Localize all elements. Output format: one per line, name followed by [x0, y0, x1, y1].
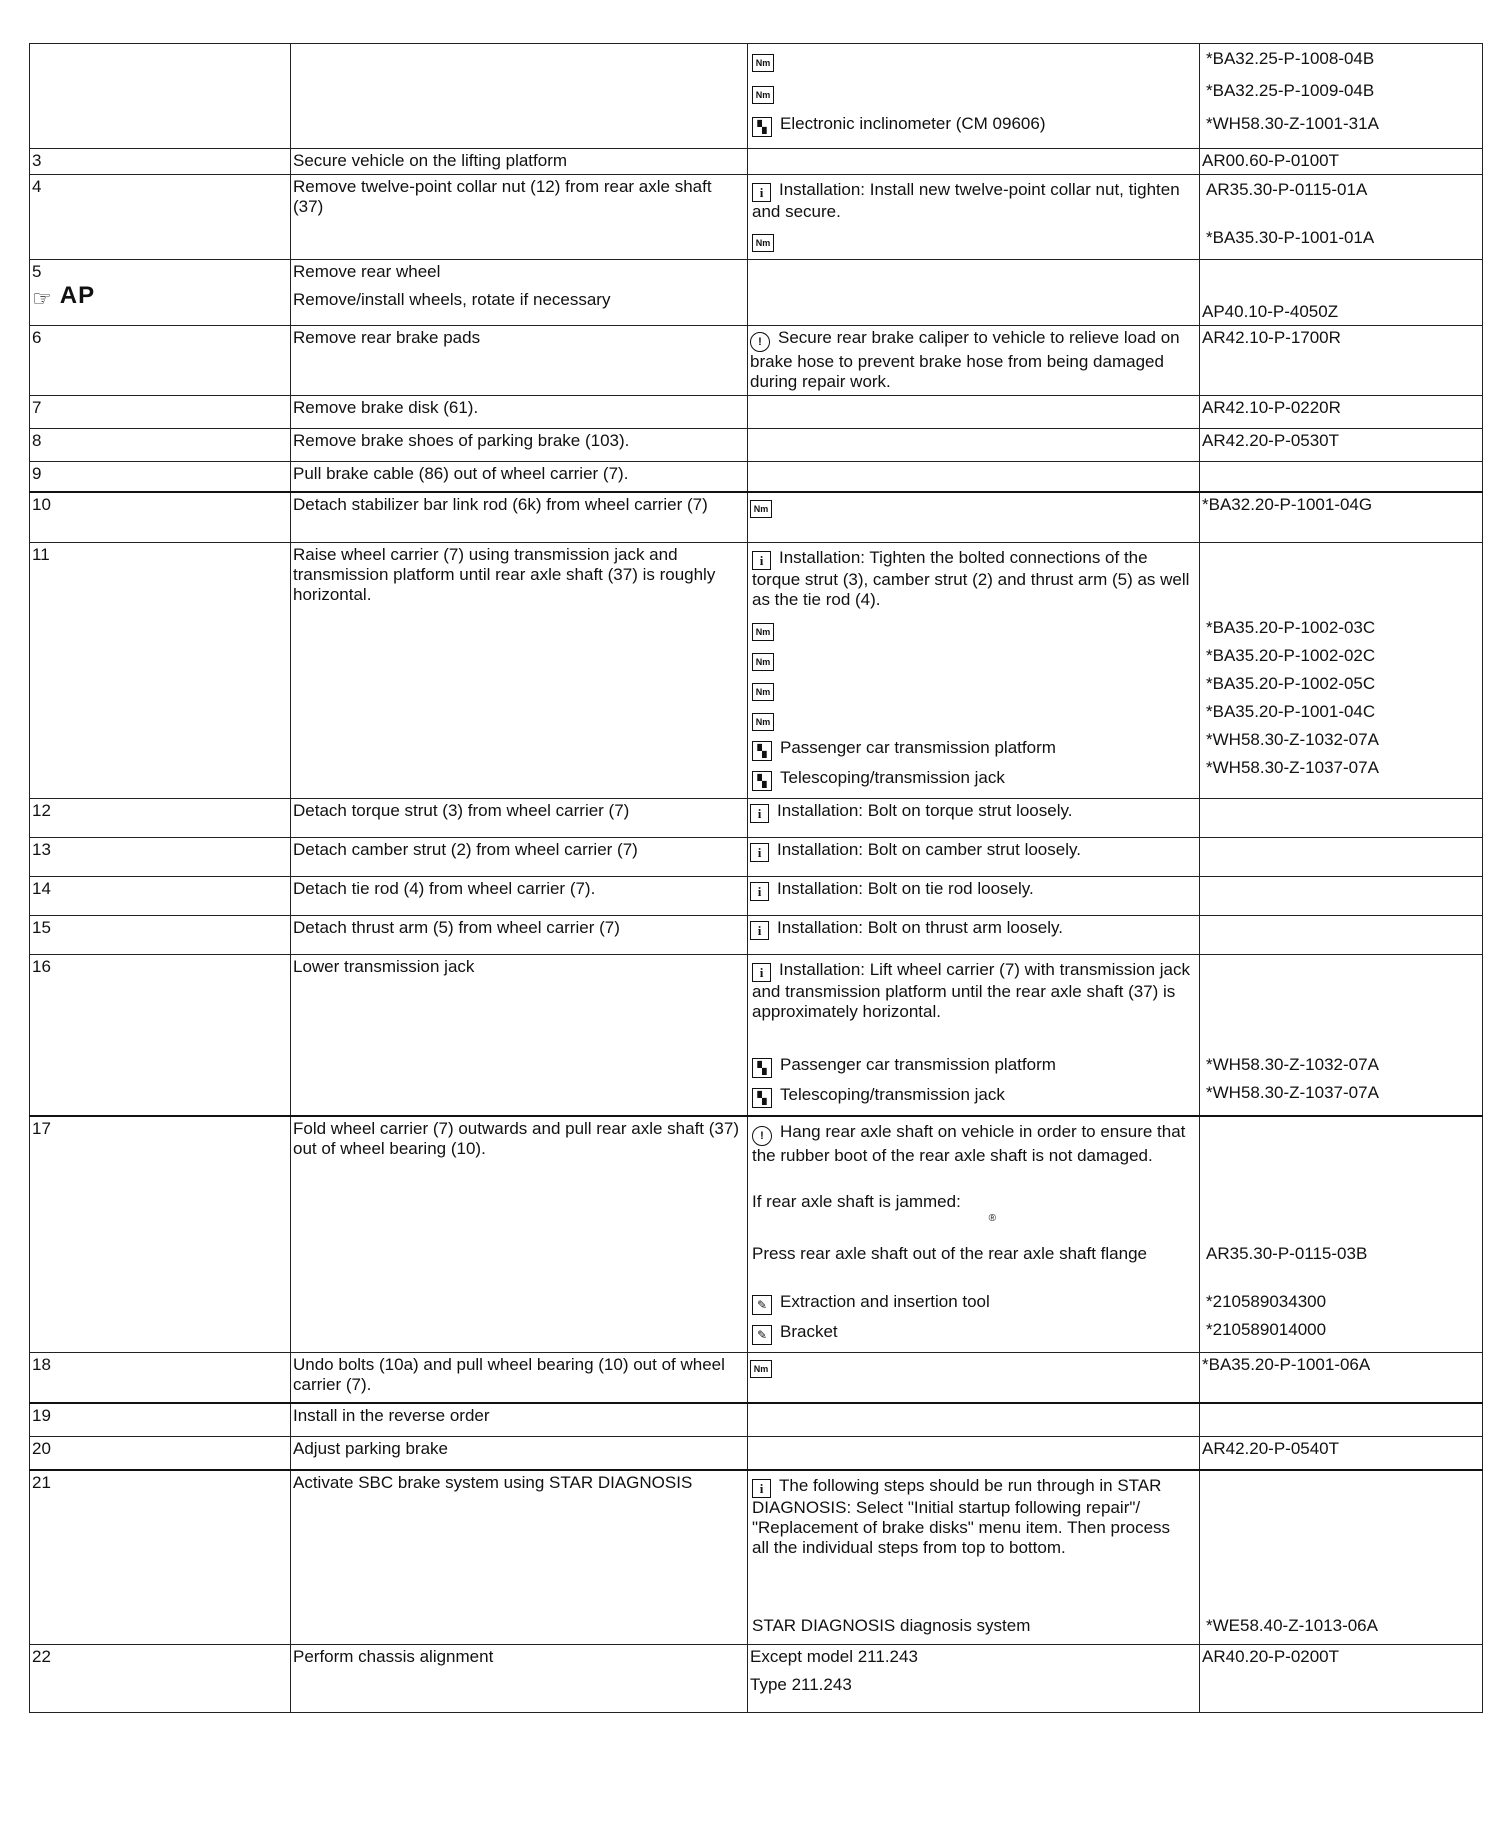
info-icon: i	[752, 551, 771, 570]
reference-code: *WH58.30-Z-1001-31A	[1206, 114, 1379, 133]
step-description: Remove twelve-point collar nut (12) from rear axle shaft (37)	[291, 175, 748, 260]
table-row	[30, 175, 1483, 260]
step-number: 22	[30, 1645, 291, 1713]
tool-label: Passenger car transmission platform	[780, 1055, 1056, 1074]
step-description: Activate SBC brake system using STAR DIAGNOSIS	[291, 1470, 748, 1645]
info-icon: i	[752, 183, 771, 202]
step-number: 20	[30, 1437, 291, 1471]
torque-icon: Nm	[750, 1360, 772, 1378]
step-description: Adjust parking brake	[291, 1437, 748, 1471]
tool-label: Bracket	[780, 1322, 838, 1341]
info-icon: i	[752, 963, 771, 982]
step-number: 5	[32, 262, 42, 281]
step-description: Remove rear wheel	[293, 262, 441, 281]
step-number: 21	[30, 1470, 291, 1645]
step-number: 14	[30, 877, 291, 916]
table-row	[30, 955, 1483, 1117]
step-description: Detach camber strut (2) from wheel carrier (7)	[291, 838, 748, 877]
torque-icon: Nm	[752, 623, 774, 641]
tool-label: Passenger car transmission platform	[780, 738, 1056, 757]
reference-code: *BA32.20-P-1001-04G	[1200, 492, 1483, 543]
step-description: Detach torque strut (3) from wheel carrier (7)	[291, 799, 748, 838]
reference-code: AR35.30-P-0115-03B	[1206, 1244, 1368, 1263]
reference-code: *BA35.20-P-1001-04C	[1206, 702, 1376, 721]
reference-code: *WH58.30-Z-1032-07A	[1206, 1055, 1379, 1074]
special-tool-icon: ✎	[752, 1295, 772, 1315]
installation-note: Installation: Tighten the bolted connections of the torque strut (3), camber strut (2) and thrust arm (5) as well as the tie rod (4).	[752, 548, 1190, 609]
tool-label: Extraction and insertion tool	[780, 1292, 990, 1311]
step-description: Remove rear brake pads	[291, 326, 748, 396]
table-row	[30, 838, 1483, 877]
table-row	[30, 429, 1483, 462]
reference-code: AR42.20-P-0530T	[1200, 429, 1483, 462]
ap-marker: AP	[59, 282, 96, 309]
info-icon: i	[750, 804, 769, 823]
step-number: 6	[30, 326, 291, 396]
reference-code: *WH58.30-Z-1037-07A	[1206, 1083, 1379, 1102]
torque-icon: Nm	[750, 500, 772, 518]
step-description: Detach stabilizer bar link rod (6k) from wheel carrier (7)	[291, 492, 748, 543]
step-description: Fold wheel carrier (7) outwards and pull rear axle shaft (37) out of wheel bearing (10).	[291, 1116, 748, 1353]
tool-icon: ▚	[752, 1058, 772, 1078]
reference-code: AR00.60-P-0100T	[1200, 149, 1483, 175]
installation-note: Installation: Bolt on torque strut loosely.	[777, 801, 1073, 820]
reference-code: AR42.20-P-0540T	[1200, 1437, 1483, 1471]
info-icon: i	[750, 843, 769, 862]
table-row	[30, 1437, 1483, 1471]
step-number: 18	[30, 1353, 291, 1404]
reference-code: *WE58.40-Z-1013-06A	[1206, 1616, 1378, 1635]
tool-label: Telescoping/transmission jack	[780, 1085, 1005, 1104]
note-text: Type 211.243	[750, 1675, 852, 1694]
step-number: 8	[30, 429, 291, 462]
note-text: Hang rear axle shaft on vehicle in order to ensure that the rubber boot of the rear axle shaft is not damaged.	[752, 1122, 1186, 1165]
tool-label: Electronic inclinometer (CM 09606)	[780, 114, 1046, 133]
reference-code: *BA35.20-P-1002-03C	[1206, 618, 1376, 637]
tool-label: Telescoping/transmission jack	[780, 768, 1005, 787]
table-row	[30, 1353, 1483, 1404]
table-row	[30, 916, 1483, 955]
reference-code: AR42.10-P-1700R	[1200, 326, 1483, 396]
table-row	[30, 1403, 1483, 1437]
table-row	[30, 260, 1483, 326]
step-number: 13	[30, 838, 291, 877]
torque-icon: Nm	[752, 234, 774, 252]
reference-code: AR42.10-P-0220R	[1200, 396, 1483, 429]
step-description: Secure vehicle on the lifting platform	[291, 149, 748, 175]
step-number: 7	[30, 396, 291, 429]
step-description: Detach tie rod (4) from wheel carrier (7).	[291, 877, 748, 916]
registered-mark: ®	[988, 1213, 996, 1224]
table-row	[30, 1645, 1483, 1713]
step-description: Pull brake cable (86) out of wheel carrier (7).	[291, 462, 748, 493]
table-row	[30, 543, 1483, 799]
step-description: Remove brake shoes of parking brake (103).	[291, 429, 748, 462]
table-row	[30, 326, 1483, 396]
installation-note: Installation: Lift wheel carrier (7) with transmission jack and transmission platform until the rear axle shaft (37) is approximately horizontal.	[752, 960, 1190, 1021]
step-number: 15	[30, 916, 291, 955]
reference-code: *WH58.30-Z-1032-07A	[1206, 730, 1379, 749]
note-text: The following steps should be run through in STAR DIAGNOSIS: Select "Initial startup following repair"/ "Replacement of brake disks" menu item. Then process all the individual steps from top to bottom.	[752, 1476, 1171, 1557]
info-icon: i	[752, 1479, 771, 1498]
info-icon: i	[750, 882, 769, 901]
step-number: 10	[30, 492, 291, 543]
table-row	[30, 149, 1483, 175]
reference-code: *BA35.20-P-1002-02C	[1206, 646, 1376, 665]
torque-icon: Nm	[752, 54, 774, 72]
procedure-table	[29, 43, 1483, 1713]
table-row	[30, 396, 1483, 429]
reference-code: *210589034300	[1206, 1292, 1327, 1311]
tool-icon: ▚	[752, 741, 772, 761]
step-description: Perform chassis alignment	[291, 1645, 748, 1713]
special-tool-icon: ✎	[752, 1325, 772, 1345]
note-text: STAR DIAGNOSIS diagnosis system	[752, 1616, 1031, 1635]
note-text: If rear axle shaft is jammed:	[752, 1192, 961, 1211]
torque-icon: Nm	[752, 653, 774, 671]
step-description: Remove brake disk (61).	[291, 396, 748, 429]
info-icon: i	[750, 921, 769, 940]
note-text: Secure rear brake caliper to vehicle to relieve load on brake hose to prevent brake hose from being damaged during repair work.	[750, 328, 1180, 391]
reference-code: *210589014000	[1206, 1320, 1327, 1339]
step-number: 9	[30, 462, 291, 493]
torque-icon: Nm	[752, 86, 774, 104]
reference-code: *BA35.20-P-1001-06A	[1200, 1353, 1483, 1404]
warning-icon: !	[750, 332, 770, 352]
table-row	[30, 1470, 1483, 1645]
reference-code: *BA32.25-P-1009-04B	[1206, 81, 1375, 100]
step-number: 4	[30, 175, 291, 260]
tool-icon: ▚	[752, 117, 772, 137]
tool-icon: ▚	[752, 1088, 772, 1108]
table-row	[30, 877, 1483, 916]
step-number: 17	[30, 1116, 291, 1353]
torque-icon: Nm	[752, 713, 774, 731]
reference-code: AR35.30-P-0115-01A	[1206, 180, 1368, 199]
reference-code: *WH58.30-Z-1037-07A	[1206, 758, 1379, 777]
tool-icon: ▚	[752, 771, 772, 791]
table-row	[30, 799, 1483, 838]
installation-note: Installation: Bolt on tie rod loosely.	[777, 879, 1034, 898]
table-row	[30, 492, 1483, 543]
step-description: Remove/install wheels, rotate if necessary	[293, 290, 611, 309]
table-row	[30, 44, 1483, 149]
installation-note: Installation: Bolt on camber strut loosely.	[777, 840, 1081, 859]
step-number: 19	[30, 1403, 291, 1437]
step-description: Install in the reverse order	[291, 1403, 748, 1437]
pointing-hand-icon: ☞	[32, 286, 52, 311]
installation-note: Installation: Bolt on thrust arm loosely.	[777, 918, 1063, 937]
step-description: Lower transmission jack	[291, 955, 748, 1117]
step-number: 3	[30, 149, 291, 175]
reference-code: AR40.20-P-0200T	[1200, 1645, 1483, 1713]
warning-icon: !	[752, 1126, 772, 1146]
torque-icon: Nm	[752, 683, 774, 701]
step-number: 11	[30, 543, 291, 799]
reference-code: *BA35.30-P-1001-01A	[1206, 228, 1375, 247]
reference-code: *BA35.20-P-1002-05C	[1206, 674, 1376, 693]
note-text: Except model 211.243	[750, 1647, 918, 1666]
step-number: 16	[30, 955, 291, 1117]
step-description: Detach thrust arm (5) from wheel carrier (7)	[291, 916, 748, 955]
table-row	[30, 462, 1483, 493]
installation-note: Installation: Install new twelve-point collar nut, tighten and secure.	[752, 180, 1180, 221]
step-description: Raise wheel carrier (7) using transmission jack and transmission platform until rear axle shaft (37) is roughly horizontal.	[291, 543, 748, 799]
table-row	[30, 1116, 1483, 1353]
reference-code: *BA32.25-P-1008-04B	[1206, 49, 1375, 68]
note-text: Press rear axle shaft out of the rear axle shaft flange	[752, 1244, 1147, 1263]
step-number: 12	[30, 799, 291, 838]
reference-code: AP40.10-P-4050Z	[1202, 302, 1339, 321]
step-description: Undo bolts (10a) and pull wheel bearing (10) out of wheel carrier (7).	[291, 1353, 748, 1404]
